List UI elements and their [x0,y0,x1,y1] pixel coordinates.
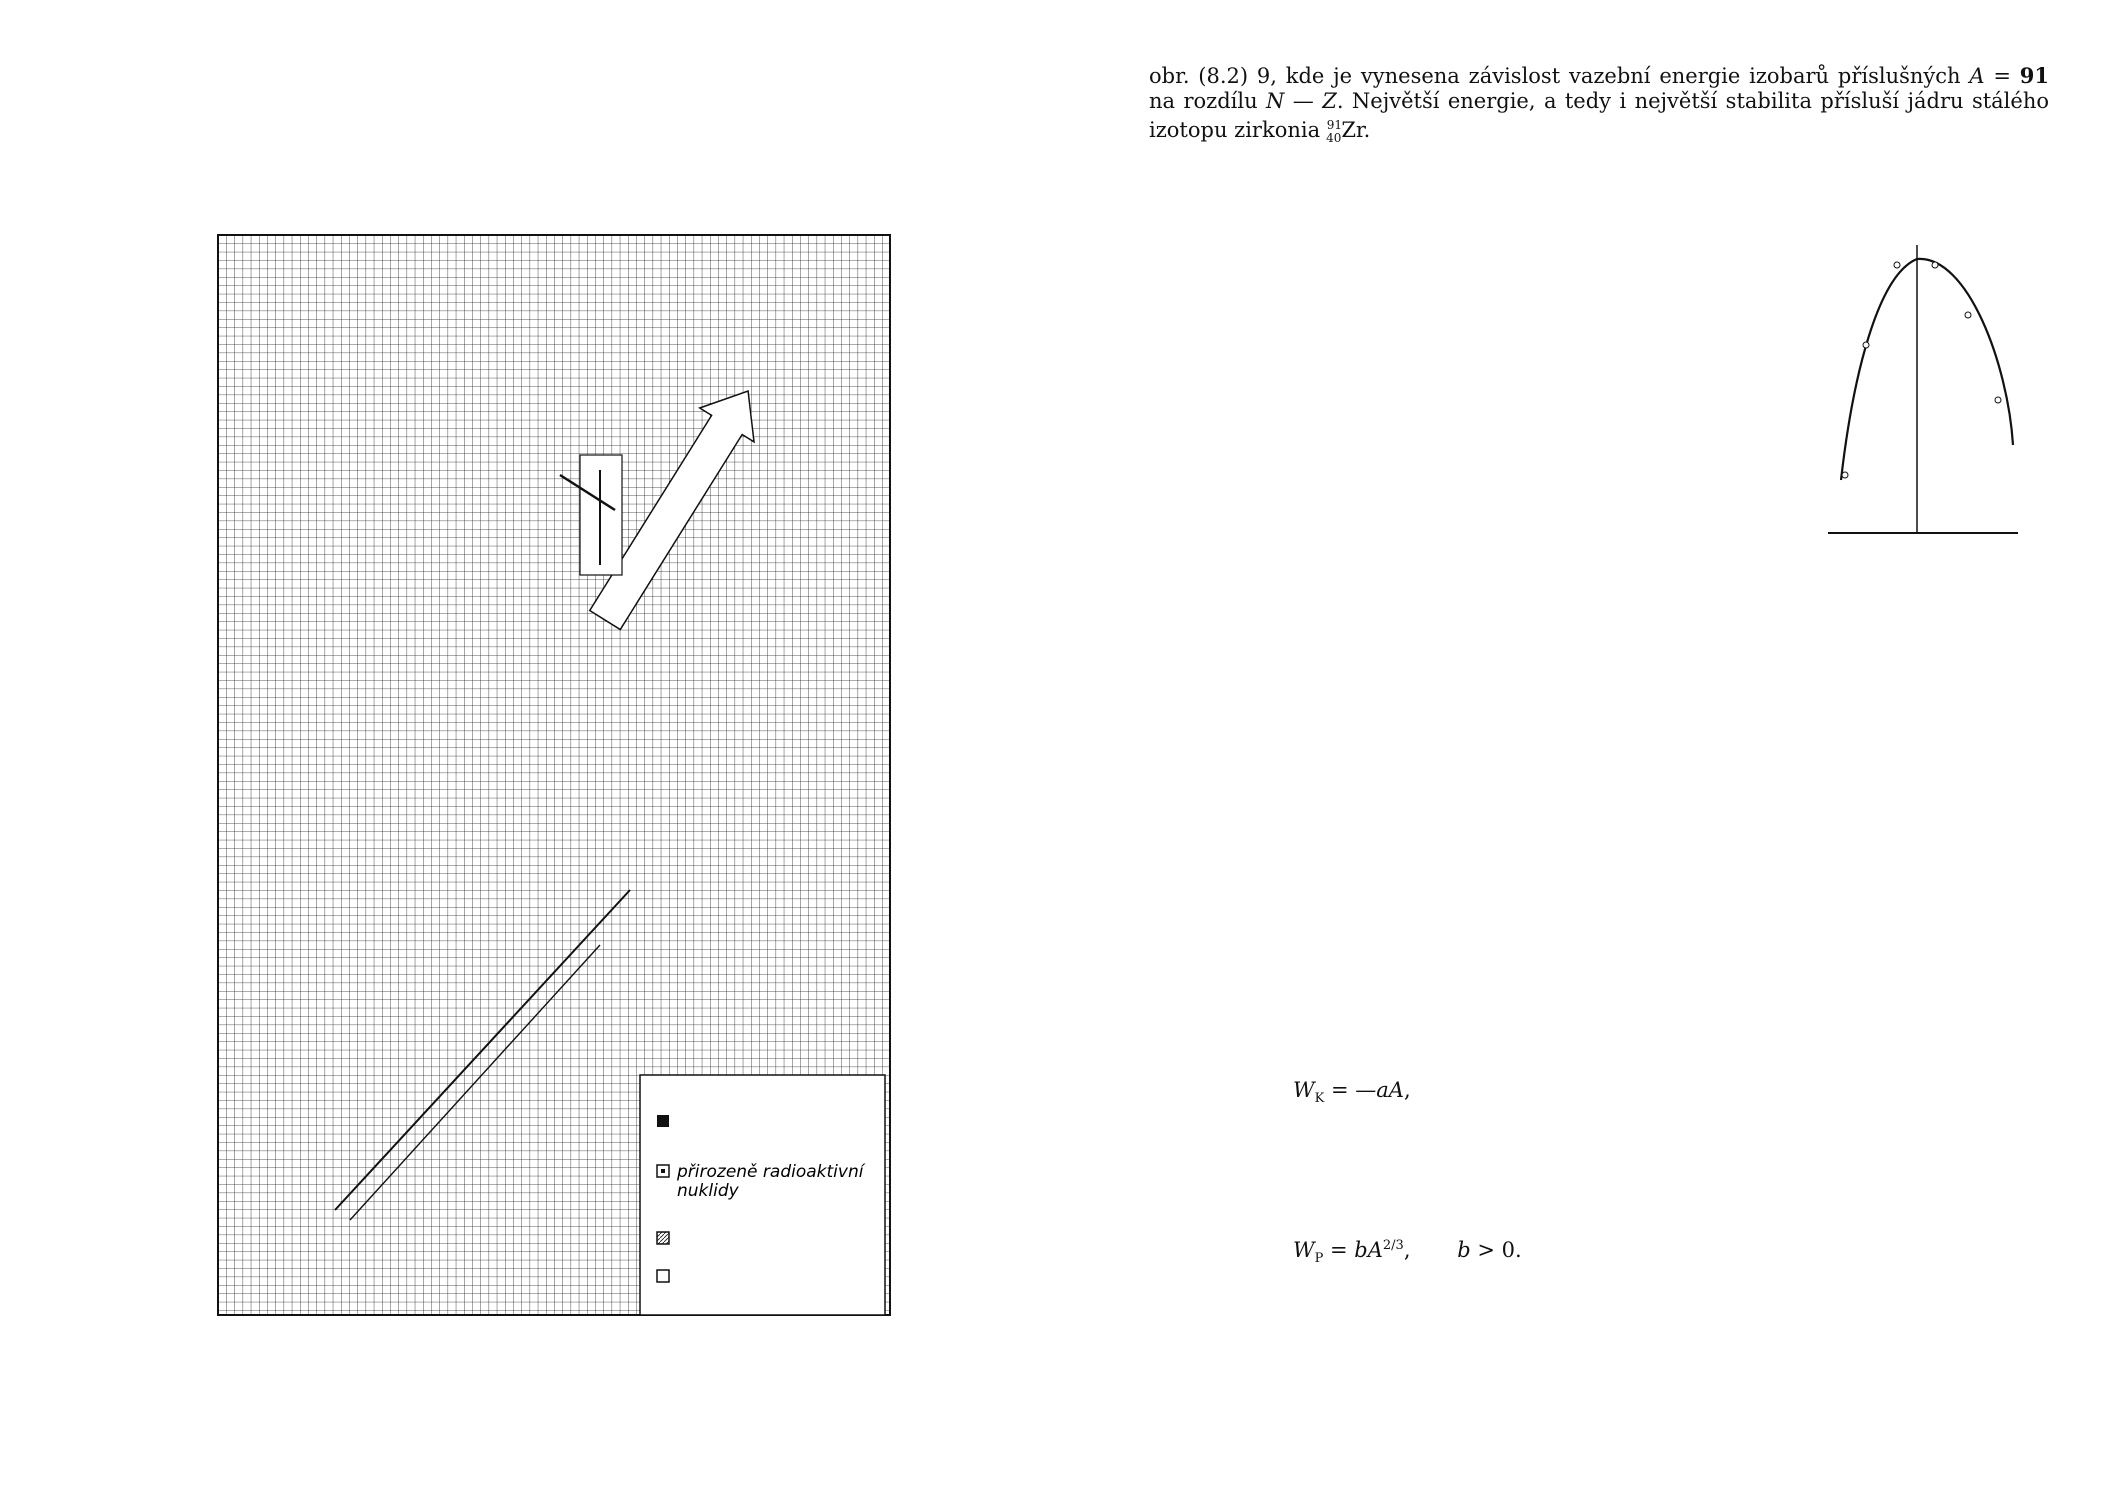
legend-artificial-radioisotopes [657,1270,669,1282]
nuclide-chart [160,210,920,1340]
legend [640,1075,885,1315]
equation-20: $W_P = bA^{2/3}$, b > 0. [1293,1238,1522,1267]
right-page [1063,0,2126,1500]
paragraph: obr. (8.2) 9, kde je vynesena závislost vazební energie izobarů příslušných A = 91 na rozdílu N — Z. Největší energie, a tedy i největší stabilita přísluší jádru stálého izotopu zirkonia $^{91}_{40}$Zr. [1149,63,2049,146]
svg-text:nuklidy: nuklidy [677,1181,739,1201]
point-y [1965,312,1971,318]
point-tc [1842,472,1848,478]
legend-fission-products [657,1232,669,1244]
binding-energy-curve [1841,259,2013,480]
point-zr [1932,262,1938,268]
equation-19: $W_K$ = —aA, [1293,1078,1411,1107]
legend-stable [657,1115,669,1127]
point-nb [1894,262,1900,268]
point-sr [1995,397,2001,403]
svg-text:přirozeně radioaktivní: přirozeně radioaktivní [677,1162,864,1182]
binding-energy-figure [1763,215,2063,555]
point-mo [1863,342,1869,348]
